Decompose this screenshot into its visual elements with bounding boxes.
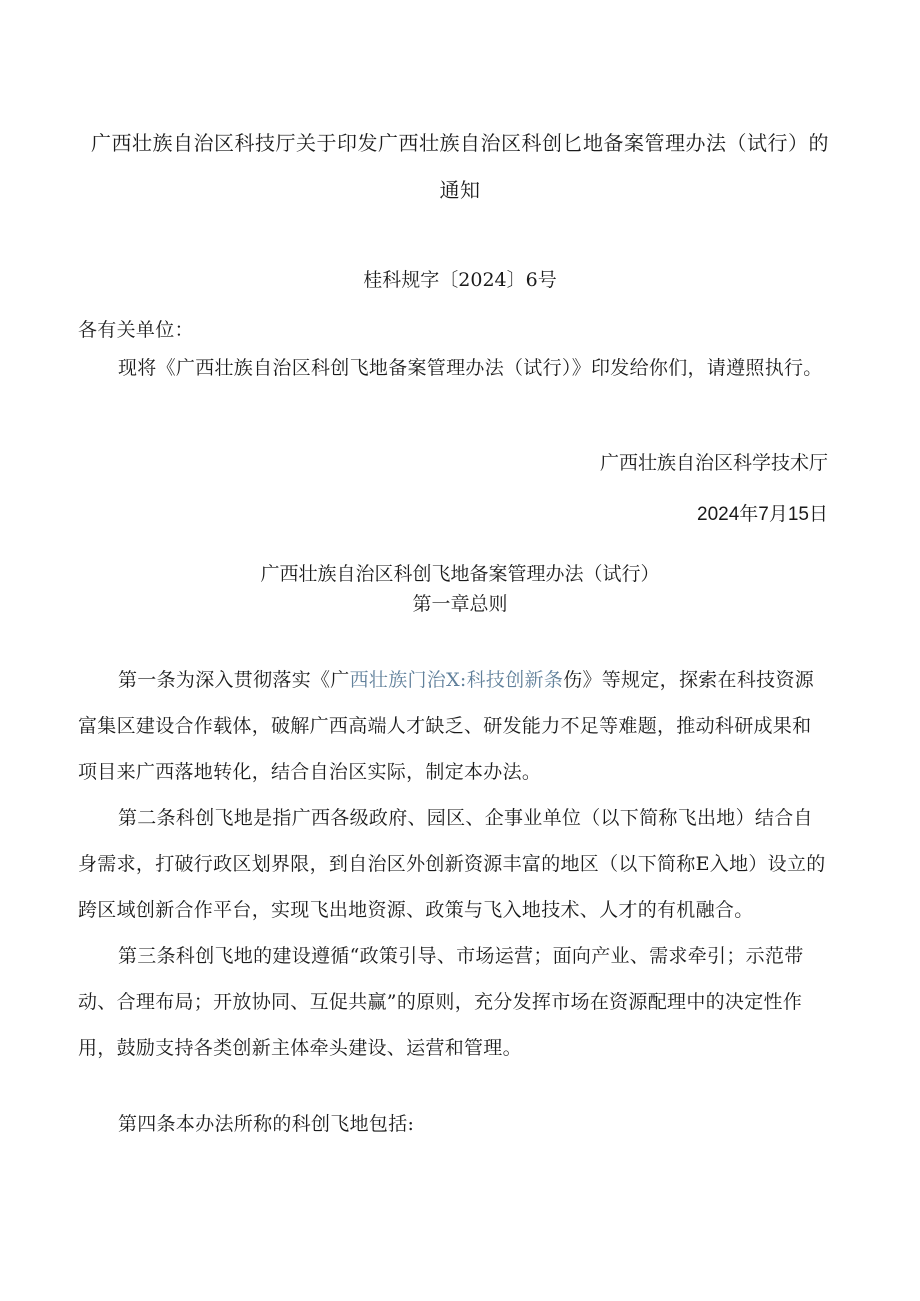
article-4: 第四条本办法所称的科创飞地包括: (118, 1113, 415, 1135)
article-3: 第三条科创飞地的建设遵循“政策引导、市场运营；面向产业、需求牵引；示范带动、合理布局；开放协同、互促共赢”的原则，充分发挥市场在资源配理中的决定性作用，鼓励支持各类创新主体牵头建设、运营和管理。 (78, 945, 804, 1059)
chapter-title: 第一章总则 (412, 593, 508, 615)
article-1-suffix: 伤》等规定，探索在科技资源富集区建设合作载体，破解广西高端人才缺乏、研发能力不足等难题，推动科研成果和项目来广西落地转化，结合自治区实际，制定本办法。 (78, 669, 815, 783)
document-title-line1: 广西壮族自治区科技厅关于印发广西壮族自治区科创匕地备案管理办法（试行）的 (91, 131, 829, 155)
document-number: 桂科规字〔2024〕6号 (363, 269, 557, 291)
notice-body: 现将《广西壮族自治区科创飞地备案管理办法（试行）》印发给你们，请遵照执行。 (118, 357, 823, 379)
article-1 (78, 657, 828, 795)
article-1-faded-text: 西壮族门治X:科技创新条 (349, 669, 564, 691)
salutation: 各有关单位： (78, 319, 194, 341)
article-2: 第二条科创飞地是指广西各级政府、园区、企事业单位（以下简称飞出地）结合自身需求，打破行政区划界限，到自治区外创新资源丰富的地区（以下简称E入地）设立的跨区域创新合作平台，实现飞出地资源、政策与飞入地技术、人才的有机融合。 (78, 807, 826, 921)
regulation-title: 广西壮族自治区科创飞地备案管理办法（试行） (260, 563, 660, 585)
issuer: 广西壮族自治区科学技术厅 (599, 452, 828, 474)
article-1-prefix: 第一条为深入贯彻落实《广 (118, 669, 350, 691)
document-title-line2: 通知 (439, 178, 481, 202)
issue-date: 2024年7月15日 (697, 504, 828, 525)
